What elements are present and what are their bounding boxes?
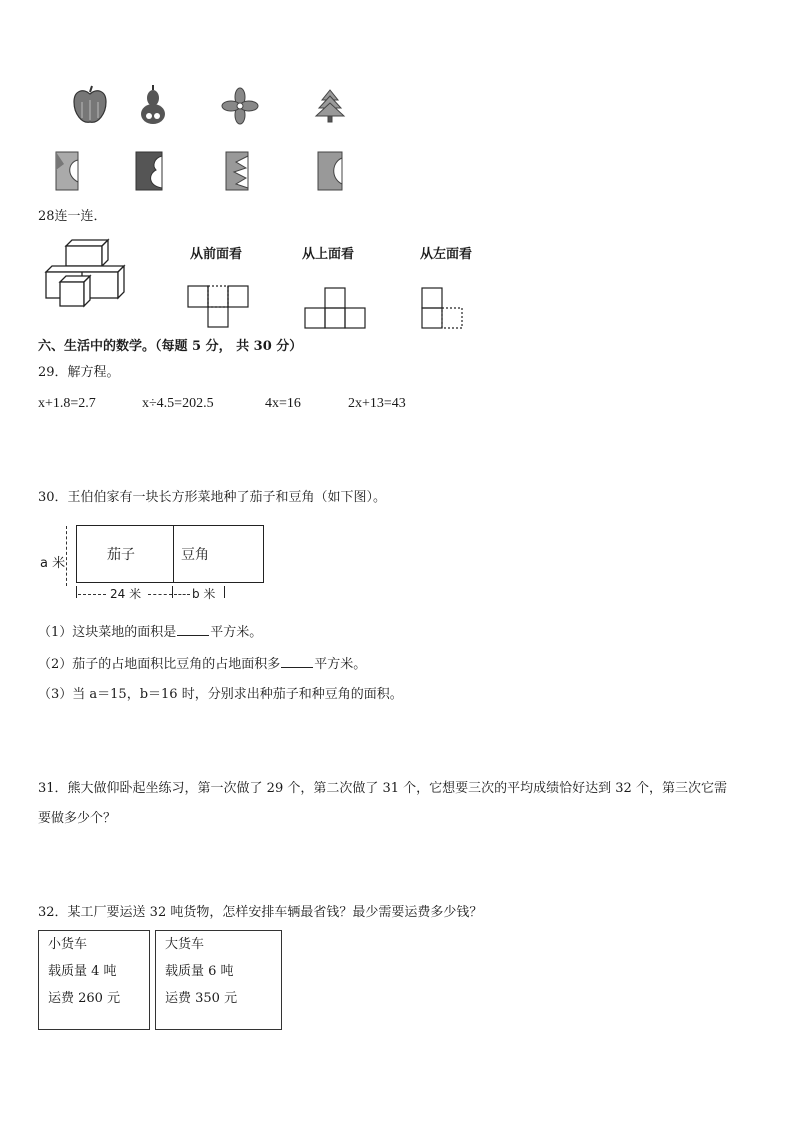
part-2-text: （2）茄子的占地面积比豆角的占地面积多 (38, 657, 281, 672)
length-b-label: b 米 (192, 587, 216, 601)
cube-stack-figure (42, 238, 132, 310)
large-truck-fee: 运费 350 元 (165, 991, 238, 1006)
apple-icon (74, 86, 106, 122)
dim-tick-mid (172, 586, 173, 598)
view-label-top: 从上面看 (302, 247, 355, 262)
field-rectangle (76, 525, 264, 583)
part-2-unit: 平方米。 (314, 657, 367, 672)
side-dimension-line (66, 526, 67, 586)
question-30-part-2 (38, 655, 366, 674)
half-gourd-icon (136, 152, 162, 190)
small-truck-name: 小货车 (48, 937, 88, 952)
small-truck-load: 载质量 4 吨 (48, 964, 117, 979)
small-truck-fee: 运费 260 元 (48, 991, 121, 1006)
answer-blank-2[interactable] (281, 655, 313, 668)
question-31-line-1: 31．熊大做仰卧起坐练习，第一次做了 29 个，第二次做了 31 个，它想要三次的平均成绩恰好达到 32 个，第三次它需 (38, 781, 727, 796)
section-6-title: 六、生活中的数学。（每题 5 分， 共 30 分） (38, 339, 303, 354)
symmetry-figures (40, 82, 370, 197)
small-truck-card (38, 930, 150, 1030)
view-label-left: 从左面看 (420, 247, 473, 262)
question-32-text: 32．某工厂要运送 32 吨货物，怎样安排车辆最省钱？最少需要运费多少钱？ (38, 905, 483, 920)
half-tree-icon (318, 152, 342, 190)
equation-2: x÷4.5=202.5 (142, 396, 214, 411)
question-30-text: 30．王伯伯家有一块长方形菜地种了茄子和豆角（如下图）。 (38, 490, 387, 505)
large-truck-load: 载质量 6 吨 (165, 964, 234, 979)
front-view-diagram (186, 284, 252, 330)
vegetable-field-diagram (38, 520, 238, 602)
part-1-unit: 平方米。 (210, 625, 263, 640)
question-30-part-1 (38, 623, 262, 642)
left-view-diagram (420, 286, 466, 330)
half-flower-icon (226, 152, 248, 190)
top-view-diagram (303, 286, 369, 330)
dim-tick-right (224, 586, 225, 598)
question-text: 连一连． (54, 209, 107, 224)
bean-label: 豆角 (181, 547, 209, 563)
eggplant-label: 茄子 (107, 547, 135, 563)
question-31-line-2: 要做多少个？ (38, 811, 117, 826)
gourd-icon (141, 85, 165, 124)
equation-1: x+1.8=2.7 (38, 396, 96, 411)
dim-dash-1 (78, 594, 106, 595)
view-label-front: 从前面看 (190, 247, 243, 262)
length-24-label: 24 米 (110, 587, 142, 601)
question-28 (38, 208, 107, 226)
part-1-text: （1）这块菜地的面积是 (38, 625, 177, 640)
question-30-part-3: （3）当 a＝15，b＝16 时，分别求出种茄子和种豆角的面积。 (38, 687, 403, 702)
large-truck-card (155, 930, 282, 1030)
equation-3: 4x=16 (265, 396, 301, 411)
question-29-text: 29．解方程。 (38, 365, 120, 380)
dim-dash-2 (148, 594, 172, 595)
side-label: a 米 (40, 556, 66, 571)
dim-dash-3 (174, 594, 190, 595)
half-apple-icon (56, 152, 78, 190)
field-divider (173, 526, 174, 582)
equation-4: 2x+13=43 (348, 396, 406, 411)
dim-tick-left (76, 586, 77, 598)
tree-icon (316, 90, 344, 122)
flower-icon (222, 88, 258, 124)
question-number: 28 (38, 209, 55, 224)
answer-blank-1[interactable] (177, 623, 209, 636)
large-truck-name: 大货车 (165, 937, 205, 952)
